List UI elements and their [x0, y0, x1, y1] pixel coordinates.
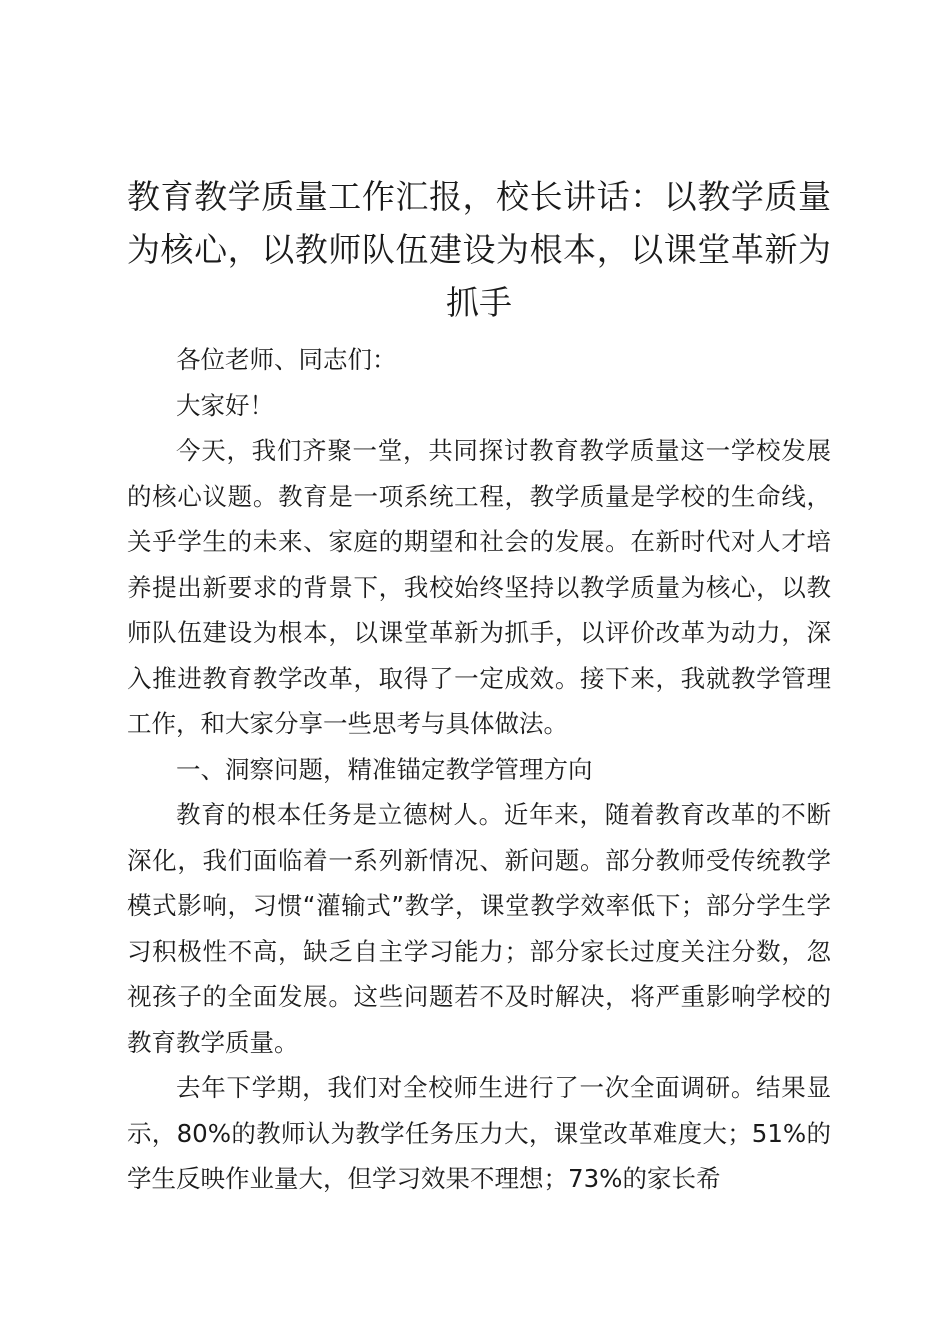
document-page — [127, 170, 831, 1202]
greeting: 大家好！ — [176, 390, 274, 420]
document-title: 教育教学质量工作汇报，校长讲话：以教学质量为核心，以教师队伍建设为根本，以课堂革新为抓手 — [127, 177, 831, 322]
body-paragraph: 教育的根本任务是立德树人。近年来，随着教育改革的不断深化，我们面临着一系列新情况、新问题。部分教师受传统教学模式影响，习惯“灌输式”教学，课堂教学效率低下；部分学生学习积极性不高，缺乏自主学习能力；部分家长过度关注分数，忽视孩子的全面发展。这些问题若不及时解决，将严重影响学校的教育教学质量。 — [127, 800, 831, 1057]
salutation: 各位老师、同志们： — [176, 345, 397, 374]
intro-paragraph: 今天，我们齐聚一堂，共同探讨教育教学质量这一学校发展的核心议题。教育是一项系统工程，教学质量是学校的生命线，关乎学生的未来、家庭的期望和社会的发展。在新时代对人才培养提出新要求的背景下，我校始终坚持以教学质量为核心，以教师队伍建设为根本，以课堂革新为抓手，以评价改革为动力，深入推进教育教学改革，取得了一定成效。接下来，我就教学管理工作，和大家分享一些思考与具体做法。 — [127, 436, 831, 738]
survey-paragraph: 去年下学期，我们对全校师生进行了一次全面调研。结果显示，80%的教师认为教学任务压力大，课堂改革难度大；51%的学生反映作业量大，但学习效果不理想；73%的家长希 — [127, 1073, 831, 1193]
section-heading-1: 一、洞察问题，精准锚定教学管理方向 — [176, 754, 593, 784]
